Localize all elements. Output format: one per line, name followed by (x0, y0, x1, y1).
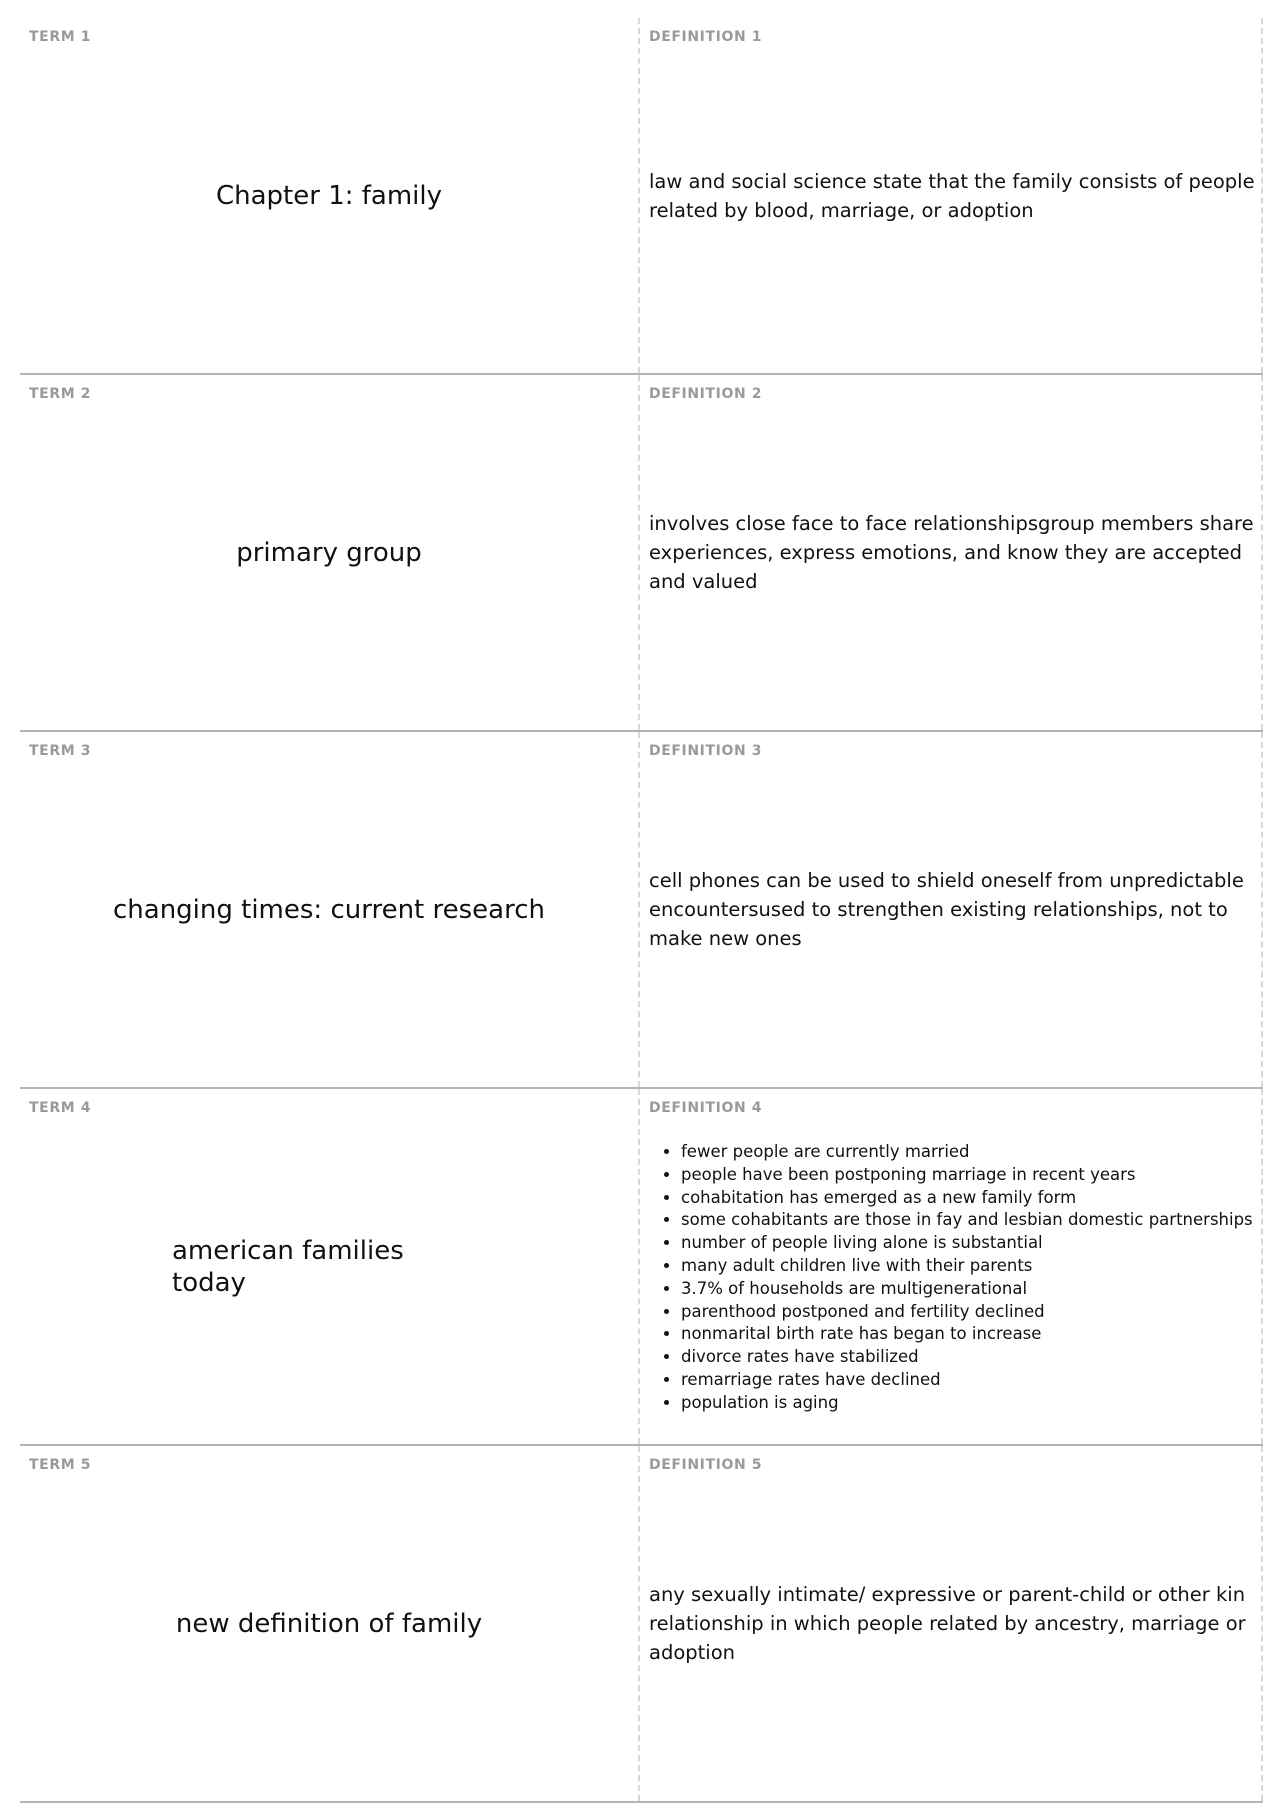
term-label: TERM 3 (29, 743, 92, 759)
term-cell (20, 1089, 640, 1444)
flashcard-1 (20, 18, 1263, 375)
term-text-wrap (20, 18, 638, 373)
definition-text-wrap (649, 18, 1255, 373)
flashcard-4 (20, 1089, 1263, 1446)
definition-label: DEFINITION 5 (649, 1457, 763, 1473)
term-label: TERM 1 (29, 29, 92, 45)
list-item: • 3.7% of households are multigenerational (681, 1278, 1257, 1301)
definition-text-wrap (649, 375, 1255, 730)
definition-label: DEFINITION 4 (649, 1100, 763, 1116)
definition-text: cell phones can be used to shield oneself from unpredictable encountersused to strengthen existing relationships, not to make new ones (649, 869, 1244, 950)
term-text: primary group (236, 537, 422, 568)
list-item: • nonmarital birth rate has began to increase (681, 1323, 1257, 1346)
flashcard-2 (20, 375, 1263, 732)
term-text: changing times: current research (112, 894, 545, 925)
flashcard-5 (20, 1446, 1263, 1803)
definition-label: DEFINITION 3 (649, 743, 763, 759)
definition-cell (640, 18, 1263, 373)
list-item: • many adult children live with their parents (681, 1255, 1257, 1278)
list-item: • fewer people are currently married (681, 1141, 1257, 1164)
list-item: • cohabitation has emerged as a new family form (681, 1187, 1257, 1210)
definition-label: DEFINITION 2 (649, 386, 763, 402)
term-label: TERM 2 (29, 386, 92, 402)
term-text-wrap (20, 1446, 638, 1801)
definition-text: law and social science state that the family consists of people related by blood, marriage, or adoption (649, 169, 1255, 222)
list-item: • people have been postponing marriage in recent years (681, 1164, 1257, 1187)
term-text: Chapter 1: family (215, 180, 443, 211)
definition-cell (640, 732, 1263, 1087)
definition-text-wrap (649, 1446, 1255, 1801)
flashcard-sheet (20, 18, 1263, 1803)
list-item: • remarriage rates have declined (681, 1369, 1257, 1392)
definition-text: any sexually intimate/ expressive or parent-child or other kin relationship in which people related by ancestry, marriage or adoption (649, 1583, 1246, 1664)
term-text-wrap (20, 1089, 638, 1444)
term-cell (20, 1446, 640, 1801)
term-text: american families today (172, 1235, 404, 1298)
term-label: TERM 5 (29, 1457, 92, 1473)
term-text-wrap (20, 375, 638, 730)
list-item: • parenthood postponed and fertility declined (681, 1301, 1257, 1324)
term-cell (20, 732, 640, 1087)
term-text-wrap (20, 732, 638, 1087)
term-cell (20, 18, 640, 373)
list-item: • population is aging (681, 1392, 1257, 1415)
definition-text-wrap (649, 732, 1255, 1087)
list-item: • divorce rates have stabilized (681, 1346, 1257, 1369)
definition-label: DEFINITION 1 (649, 29, 763, 45)
list-item: • some cohabitants are those in fay and lesbian domestic partnerships (681, 1209, 1257, 1232)
definition-cell (640, 1446, 1263, 1801)
flashcard-3 (20, 732, 1263, 1089)
definition-cell (640, 1089, 1263, 1444)
definition-text: involves close face to face relationshipsgroup members share experiences, express emotions, and know they are accepted and valued (649, 512, 1254, 593)
term-text: new definition of family (175, 1608, 483, 1639)
term-cell (20, 375, 640, 730)
term-label: TERM 4 (29, 1100, 92, 1116)
definition-list (649, 1141, 1257, 1415)
list-item: • number of people living alone is substantial (681, 1232, 1257, 1255)
definition-cell (640, 375, 1263, 730)
